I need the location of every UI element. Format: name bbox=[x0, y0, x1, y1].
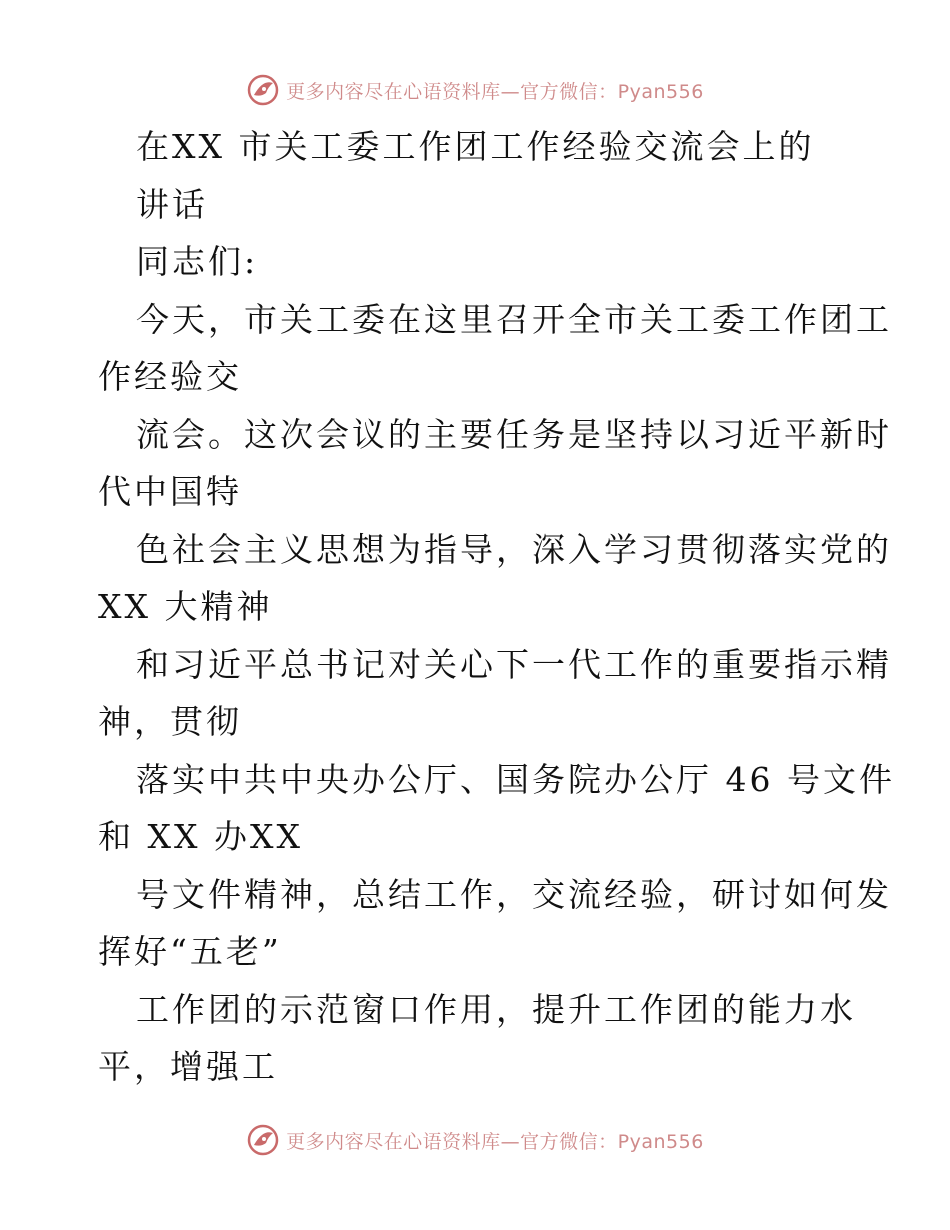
document-body bbox=[98, 118, 895, 1096]
text-line: 平，增强工 bbox=[98, 1047, 278, 1086]
text-line: 代中国特 bbox=[98, 472, 242, 511]
text-line: 神，贯彻 bbox=[98, 702, 242, 741]
text-line: 号文件精神，总结工作，交流经验，研讨如何发 bbox=[136, 874, 892, 914]
text-line: 挥好“五老” bbox=[98, 932, 282, 971]
text-line: 流会。这次会议的主要任务是坚持以习近平新时 bbox=[136, 414, 892, 454]
text-line: 在XX 市关工委工作团工作经验交流会上的 bbox=[136, 127, 815, 166]
text-line: XX 大精神 bbox=[98, 587, 273, 626]
text-line: 同志们: bbox=[136, 242, 259, 281]
pen-nib-logo-icon bbox=[246, 1123, 280, 1157]
watermark-text: 更多内容尽在心语资料库—官方微信：Pyan556 bbox=[286, 1130, 704, 1153]
text-line: 色社会主义思想为指导，深入学习贯彻落实党的 bbox=[136, 529, 892, 569]
text-line: 和 XX 办XX bbox=[98, 817, 303, 856]
footer-watermark bbox=[0, 1120, 950, 1160]
pen-nib-logo-icon bbox=[246, 73, 280, 107]
header-watermark bbox=[0, 70, 950, 110]
text-line: 落实中共中央办公厅、国务院办公厅 46 号文件 bbox=[136, 759, 895, 799]
text-line: 工作团的示范窗口作用，提升工作团的能力水 bbox=[136, 989, 856, 1029]
watermark-text: 更多内容尽在心语资料库—官方微信：Pyan556 bbox=[286, 80, 704, 103]
text-line: 今天，市关工委在这里召开全市关工委工作团工 bbox=[136, 299, 892, 339]
text-line: 讲话 bbox=[136, 184, 208, 224]
text-line: 和习近平总书记对关心下一代工作的重要指示精 bbox=[136, 644, 892, 684]
text-line: 作经验交 bbox=[98, 357, 242, 396]
